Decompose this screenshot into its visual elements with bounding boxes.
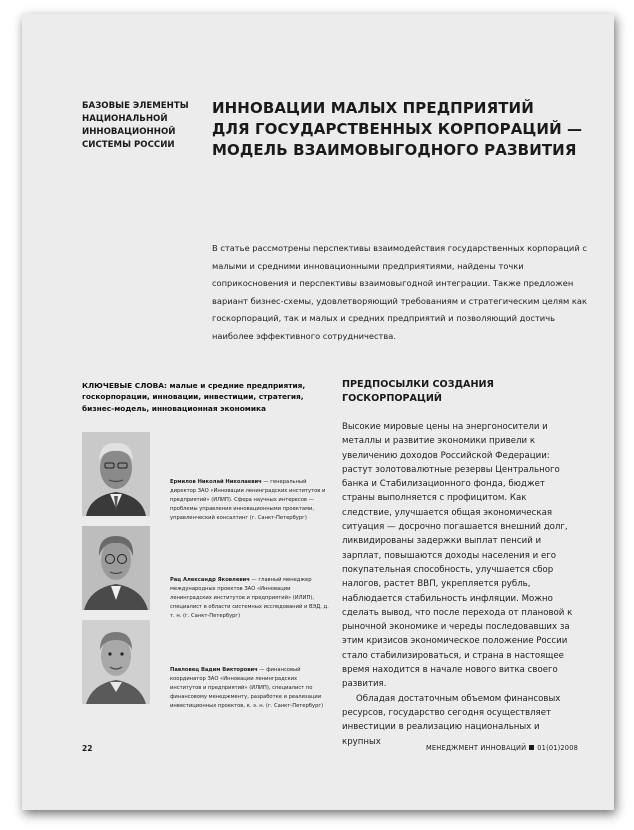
journal-issue: 01(01)2008: [537, 744, 578, 752]
journal-footer: [426, 744, 578, 752]
author-photo: [82, 526, 150, 610]
author-bio: [170, 666, 330, 711]
author-name: Ермилов Николай Николаевич: [170, 479, 262, 485]
keywords-text: малые и средние предприятия, госкорпорации, инновации, инвестиции, стратегия, бизнес-модель, инновационная экономика: [82, 381, 306, 413]
author-photo: [82, 432, 150, 516]
abstract-text: В статье рассмотрены перспективы взаимодействия государственных корпораций с малыми и средними инновационными предприятиями, найдены точки соприкосновения и перспективы взаимовыгодной интеграции. Также предложен вариант бизнес-схемы, удовлетворяющий требованиям и стратегическим целям как госкорпораций, так и малых и средних предприятий и позволяющий достичь наиболее эффективного сотрудничества.: [212, 243, 588, 341]
body-paragraph: Обладая достаточным объемом финансовых ресурсов, государство сегодня осуществляет инвестиции в реализацию национальных и крупных: [342, 693, 561, 747]
journal-page: [22, 14, 614, 810]
author-bio: [170, 576, 330, 621]
journal-name: МЕНЕДЖМЕНТ ИННОВАЦИЙ: [426, 744, 527, 752]
author-bio: [170, 478, 330, 523]
square-bullet-icon: [529, 745, 534, 750]
author-photo: [82, 620, 150, 704]
author-card-rats: [82, 526, 332, 619]
section-heading: ПРЕДПОСЫЛКИ СОЗДАНИЯ ГОСКОРПОРАЦИЙ: [342, 379, 494, 404]
article-abstract: [212, 240, 592, 346]
author-description: — генеральный директор ЗАО «Инновации ленинградских институтов и предприятий» (ИЛИП). Сфера научных интересов — проблемы управления инновационными проектами, управленческий консалтинг (г. Санкт-Петербург): [170, 479, 326, 521]
author-name: Рац Александр Яковлевич: [170, 577, 250, 583]
author-card-ermilov: [82, 432, 332, 522]
article-title: ИННОВАЦИИ МАЛЫХ ПРЕДПРИЯТИЙ ДЛЯ ГОСУДАРСТВЕННЫХ КОРПОРАЦИЙ — МОДЕЛЬ ВЗАИМОВЫГОДНОГО РАЗВИТИЯ: [212, 99, 583, 159]
section-label: БАЗОВЫЕ ЭЛЕМЕНТЫ НАЦИОНАЛЬНОЙ ИННОВАЦИОННОЙ СИСТЕМЫ РОССИИ: [82, 101, 189, 150]
page-number: 22: [82, 744, 93, 753]
keywords-label: КЛЮЧЕВЫЕ СЛОВА:: [82, 381, 167, 390]
author-name: Павловец Вадим Викторович: [170, 667, 258, 673]
body-paragraph: Высокие мировые цены на энергоносители и металлы и развитие экономики привели к увеличению доходов Российской Федерации: растут золотовалютные резервы Центрального банка и Стабилизационного фонда, бюджет страны выполняется с профицитом. Как следствие, улучшается общая экономическая ситуация — досрочно погашается внешний долг, ликвидированы задержки выплат пенсий и зарплат, повышаются доходы населения и его покупательная способность, улучшается сбор налогов, растет ВВП, укрепляется рубль, наблюдается стабильность инфляции. Можно сделать вывод, что после перехода от плановой к рыночной экономике и череды последовавших за этим кризисов экономическое положение России стало стабилизироваться, и страна в настоящее время находится в начале нового витка своего развития.: [342, 422, 573, 690]
keywords: [82, 380, 322, 414]
author-description: — главный менеджер международных проектов ЗАО «Инновации ленинградских институтов и предприятий» (ИЛИП), специалист в области системных исследований и ВЭД, д. т. н. (г. Санкт-Петербург): [170, 577, 329, 619]
author-description: — финансовый координатор ЗАО «Инновации ленинградских институтов и предприятий» (ИЛИП), специалист по финансовому менеджменту, разработке и реализации инвестиционных проектов, к. э. н. (г. Санкт-Петербург): [170, 667, 324, 709]
article-body: [342, 420, 578, 749]
author-card-pavlovets: [82, 620, 332, 710]
